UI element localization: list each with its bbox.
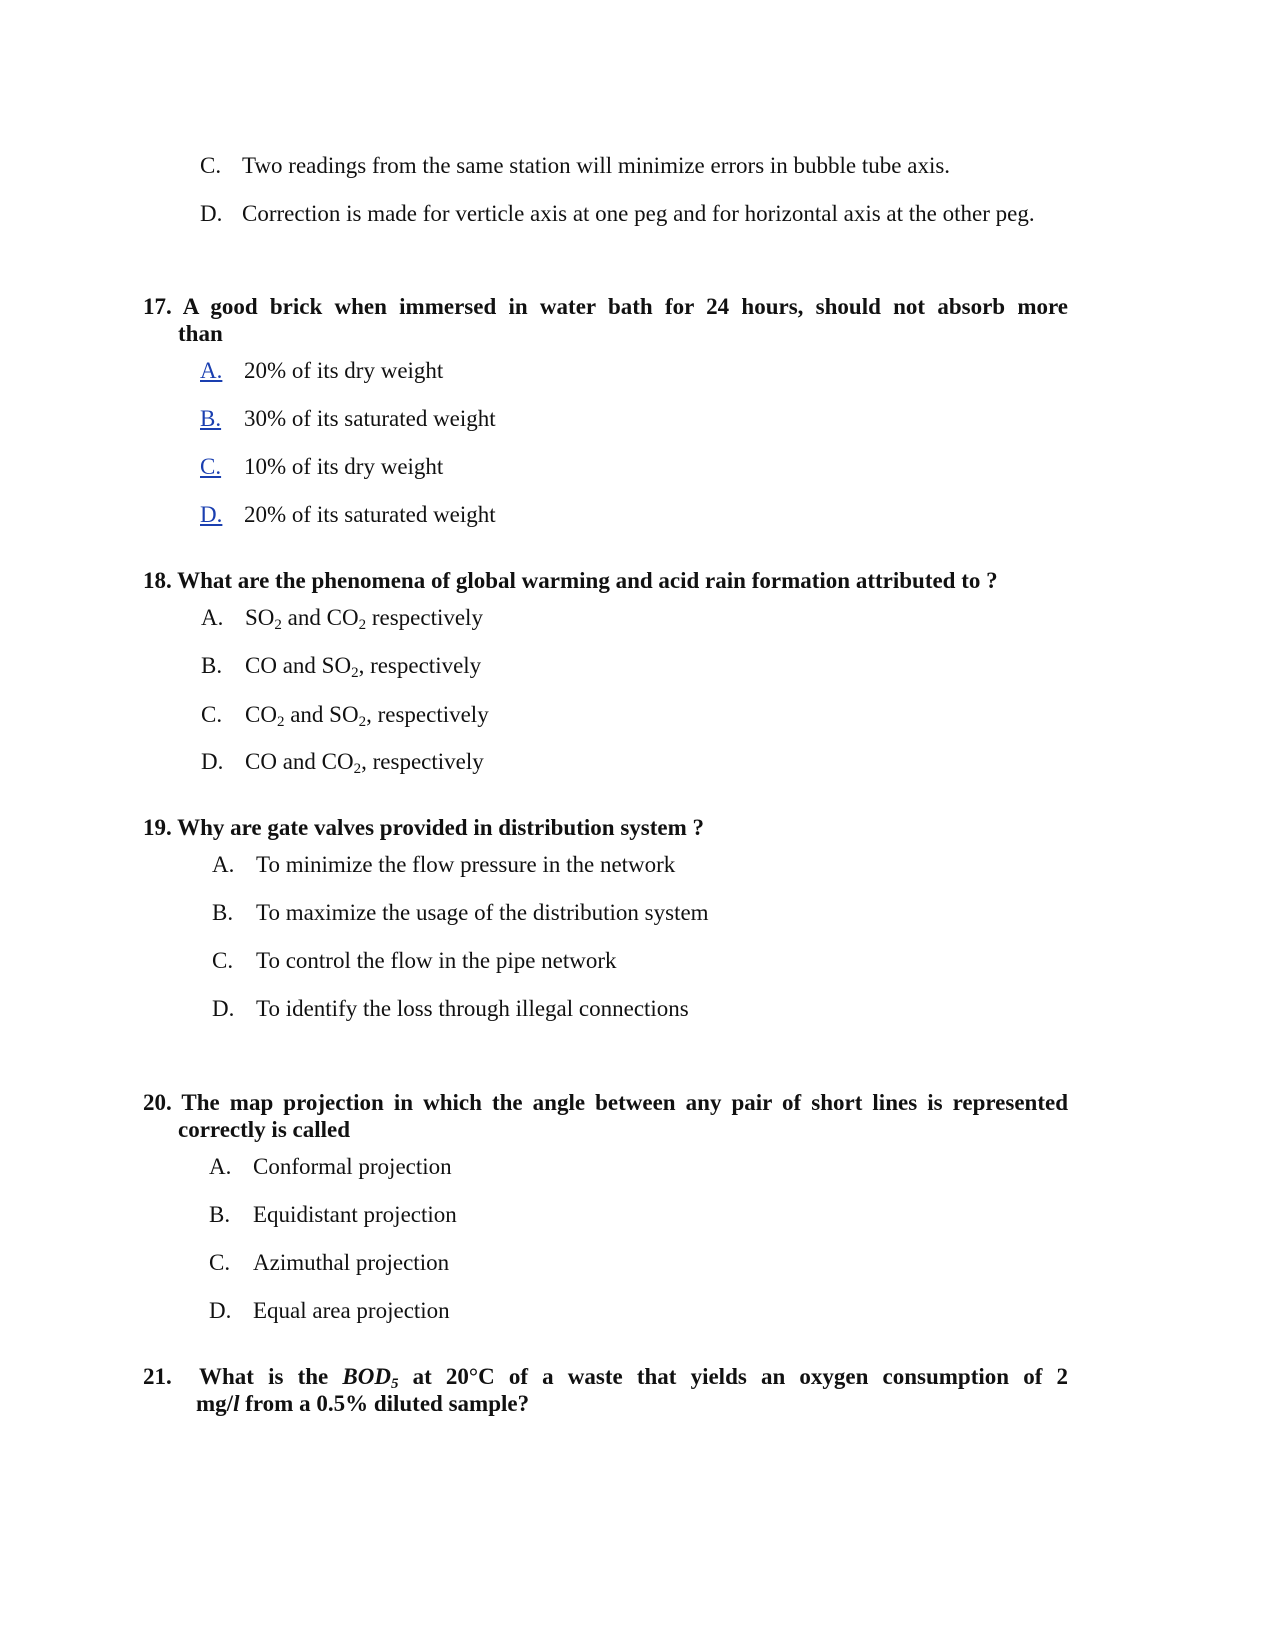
option-letter: D. — [201, 749, 224, 774]
question-line-2: correctly is called — [178, 1117, 351, 1142]
option-item — [212, 947, 617, 975]
option-item — [200, 200, 1035, 228]
question-stem — [143, 293, 1068, 321]
option-letter: C. — [201, 702, 223, 727]
option-text: 20% of its dry weight — [244, 358, 444, 383]
option-letter: B. — [212, 900, 234, 925]
option-item — [201, 652, 481, 680]
option-text: 10% of its dry weight — [244, 454, 444, 479]
option-item — [212, 899, 709, 927]
option-text: Correction is made for verticle axis at one peg and for horizontal axis at the other peg. — [242, 201, 1035, 226]
question-text: The map projection in which the angle between any pair of short lines is represented — [181, 1090, 1068, 1115]
question-line-2: mg/l from a 0.5% diluted sample? — [196, 1391, 530, 1416]
question-number: 20. — [143, 1090, 172, 1115]
option-item — [212, 995, 689, 1023]
option-letter: C. — [209, 1250, 231, 1275]
question-line — [143, 1089, 1068, 1117]
option-text: To maximize the usage of the distribution system — [256, 900, 709, 925]
option-link[interactable]: D. — [200, 502, 223, 527]
option-item — [209, 1201, 457, 1229]
option-text: To identify the loss through illegal connections — [256, 996, 689, 1021]
question-line: What is the $BOD_5$ at 20°C of a waste that yields an oxygen consumption of 2 — [199, 1364, 1068, 1392]
option-text: $CO_2$ and $SO_2$, respectively — [245, 702, 489, 730]
option-text: 20% of its saturated weight — [244, 502, 496, 527]
option-text: $SO_2$ and $CO_2$ respectively — [245, 605, 483, 633]
option-letter: A. — [209, 1154, 232, 1179]
option-text: Conformal projection — [253, 1154, 452, 1179]
option-text: To control the flow in the pipe network — [256, 948, 617, 973]
option-link[interactable]: A. — [200, 358, 223, 383]
option-text: Azimuthal projection — [253, 1250, 450, 1275]
question-number: 19. — [143, 815, 172, 840]
option-letter: B. — [209, 1202, 231, 1227]
option-letter: D. — [200, 201, 223, 226]
option-item — [212, 851, 675, 879]
option-item[interactable] — [200, 453, 443, 481]
option-letter: B. — [201, 653, 223, 678]
option-text: Two readings from the same station will minimize errors in bubble tube axis. — [242, 153, 951, 178]
option-item — [201, 701, 489, 729]
option-item — [209, 1297, 450, 1325]
option-letter: C. — [200, 153, 222, 178]
option-letter: A. — [212, 852, 235, 877]
option-item[interactable] — [200, 357, 443, 385]
option-link[interactable]: B. — [200, 406, 222, 431]
question-stem — [143, 814, 704, 842]
option-letter: C. — [212, 948, 234, 973]
question-text: A good brick when immersed in water bath for 24 hours, should not absorb more — [182, 294, 1068, 319]
option-letter: D. — [212, 996, 235, 1021]
option-item — [209, 1249, 449, 1277]
option-item — [201, 748, 484, 776]
option-item[interactable] — [200, 501, 496, 529]
question-line — [143, 293, 1068, 321]
option-item[interactable] — [200, 405, 496, 433]
question-stem — [143, 1089, 1068, 1117]
option-letter: D. — [209, 1298, 232, 1323]
option-item — [209, 1153, 452, 1181]
question-number: 21. — [143, 1364, 172, 1389]
option-text: 30% of its saturated weight — [244, 406, 496, 431]
question-line-2: than — [178, 321, 223, 346]
option-text: To minimize the flow pressure in the network — [256, 852, 676, 877]
option-link[interactable]: C. — [200, 454, 222, 479]
option-letter: A. — [201, 605, 224, 630]
question-number: 17. — [143, 294, 172, 319]
question-stem — [199, 1363, 1068, 1391]
option-text: Equal area projection — [253, 1298, 450, 1323]
question-stem — [143, 567, 998, 595]
option-text: CO and $CO_2$, respectively — [245, 749, 484, 777]
question-text: Why are gate valves provided in distribution system ? — [177, 815, 704, 840]
option-text: Equidistant projection — [253, 1202, 457, 1227]
option-item — [200, 152, 950, 180]
question-text: What are the phenomena of global warming and acid rain formation attributed to ? — [177, 568, 998, 593]
question-number: 18. — [143, 568, 172, 593]
option-item — [201, 604, 483, 632]
option-text: CO and $SO_2$, respectively — [245, 653, 482, 681]
